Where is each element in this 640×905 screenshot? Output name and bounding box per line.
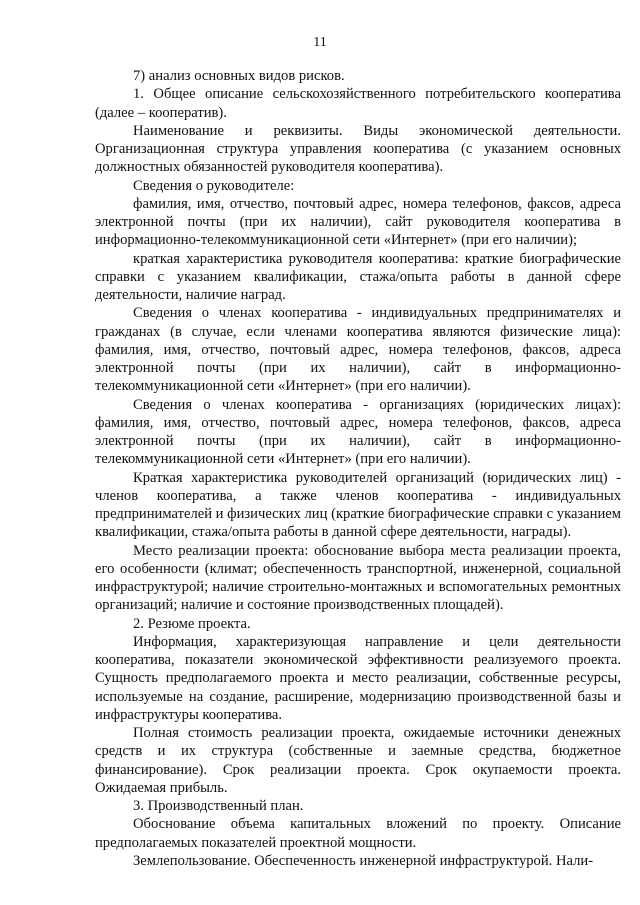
paragraph-manager-info-heading: Сведения о руководителе:	[133, 177, 295, 194]
page-number: 11	[313, 35, 327, 50]
document-body	[95, 67, 621, 870]
paragraph-project-location: Место реализации проекта: обоснование выбора места реализации проекта, его особенности (климат; обеспеченность транспортной, инженерной, социальной инфраструктурой; наличие строительно-монтажных и вспомогательных ремонтных организаций; наличие и состояние производственных площадей).	[95, 542, 621, 614]
paragraph-risk-analysis: 7) анализ основных видов рисков.	[133, 68, 345, 84]
paragraph-members-individuals: Сведения о членах кооператива - индивидуальных предпринимателях и гражданах (в случае, если членами кооператива являются физические лица): фамилия, имя, отчество, почтовый адрес, номера телефонов, факсов, адреса электронной почты (при их наличии), сайт в информационно-телекоммуникационной сети «Интернет» (при его наличии).	[95, 305, 621, 395]
paragraph-section-3-heading: 3. Производственный план.	[133, 798, 304, 814]
paragraph-section-2-heading: 2. Резюме проекта.	[133, 615, 251, 632]
paragraph-section-1-heading: 1. Общее описание сельскохозяйственного потребительского кооператива (далее – кооператив).	[95, 86, 621, 121]
paragraph-name-requisites: Наименование и реквизиты. Виды экономической деятельности. Организационная структура управления кооператива (с указанием основных должностных обязанностей руководителя кооператива).	[95, 122, 621, 176]
paragraph-capital-investment: Обоснование объема капитальных вложений по проекту. Описание предполагаемых показателей проектной мощности.	[95, 816, 621, 851]
paragraph-project-info: Информация, характеризующая направление и цели деятельности кооператива, показатели экономической эффективности реализуемого проекта. Сущность предполагаемого проекта и место реализации, собственные ресурсы, используемые на создание, расширение, модернизацию производственной базы и инфраструктуры кооператива.	[95, 633, 621, 723]
paragraph-project-cost: Полная стоимость реализации проекта, ожидаемые источники денежных средств и их структура (собственные и заемные средства, бюджетное финансирование). Срок реализации проекта. Срок окупаемости проекта. Ожидаемая прибыль.	[95, 725, 621, 796]
paragraph-manager-characteristics: краткая характеристика руководителя кооператива: краткие биографические справки с указанием квалификации, стажа/опыта работы в данной сфере деятельности, наличие наград.	[95, 250, 621, 303]
paragraph-organization-managers: Краткая характеристика руководителей организаций (юридических лиц) - членов кооператива, а также членов кооператива - индивидуальных предпринимателей и физических лиц (краткие биографические справки с указанием квалификации, стажа/опыта работы в данной сфере деятельности, награды).	[95, 469, 621, 541]
paragraph-manager-contacts: фамилия, имя, отчество, почтовый адрес, номера телефонов, факсов, адреса электронной почты (при их наличии), сайт руководителя кооператива в информационно-телекоммуникационной сети «Интернет» (при его наличии);	[95, 195, 621, 249]
paragraph-land-use: Землепользование. Обеспеченность инженерной инфраструктурой. Нали-	[133, 852, 594, 869]
paragraph-members-organizations: Сведения о членах кооператива - организациях (юридических лицах): фамилия, имя, отчество, почтовый адрес, номера телефонов, факсов, адреса электронной почты (при их наличии), сайт в информационно-телекоммуникационной сети «Интернет» (при его наличии).	[95, 396, 621, 468]
